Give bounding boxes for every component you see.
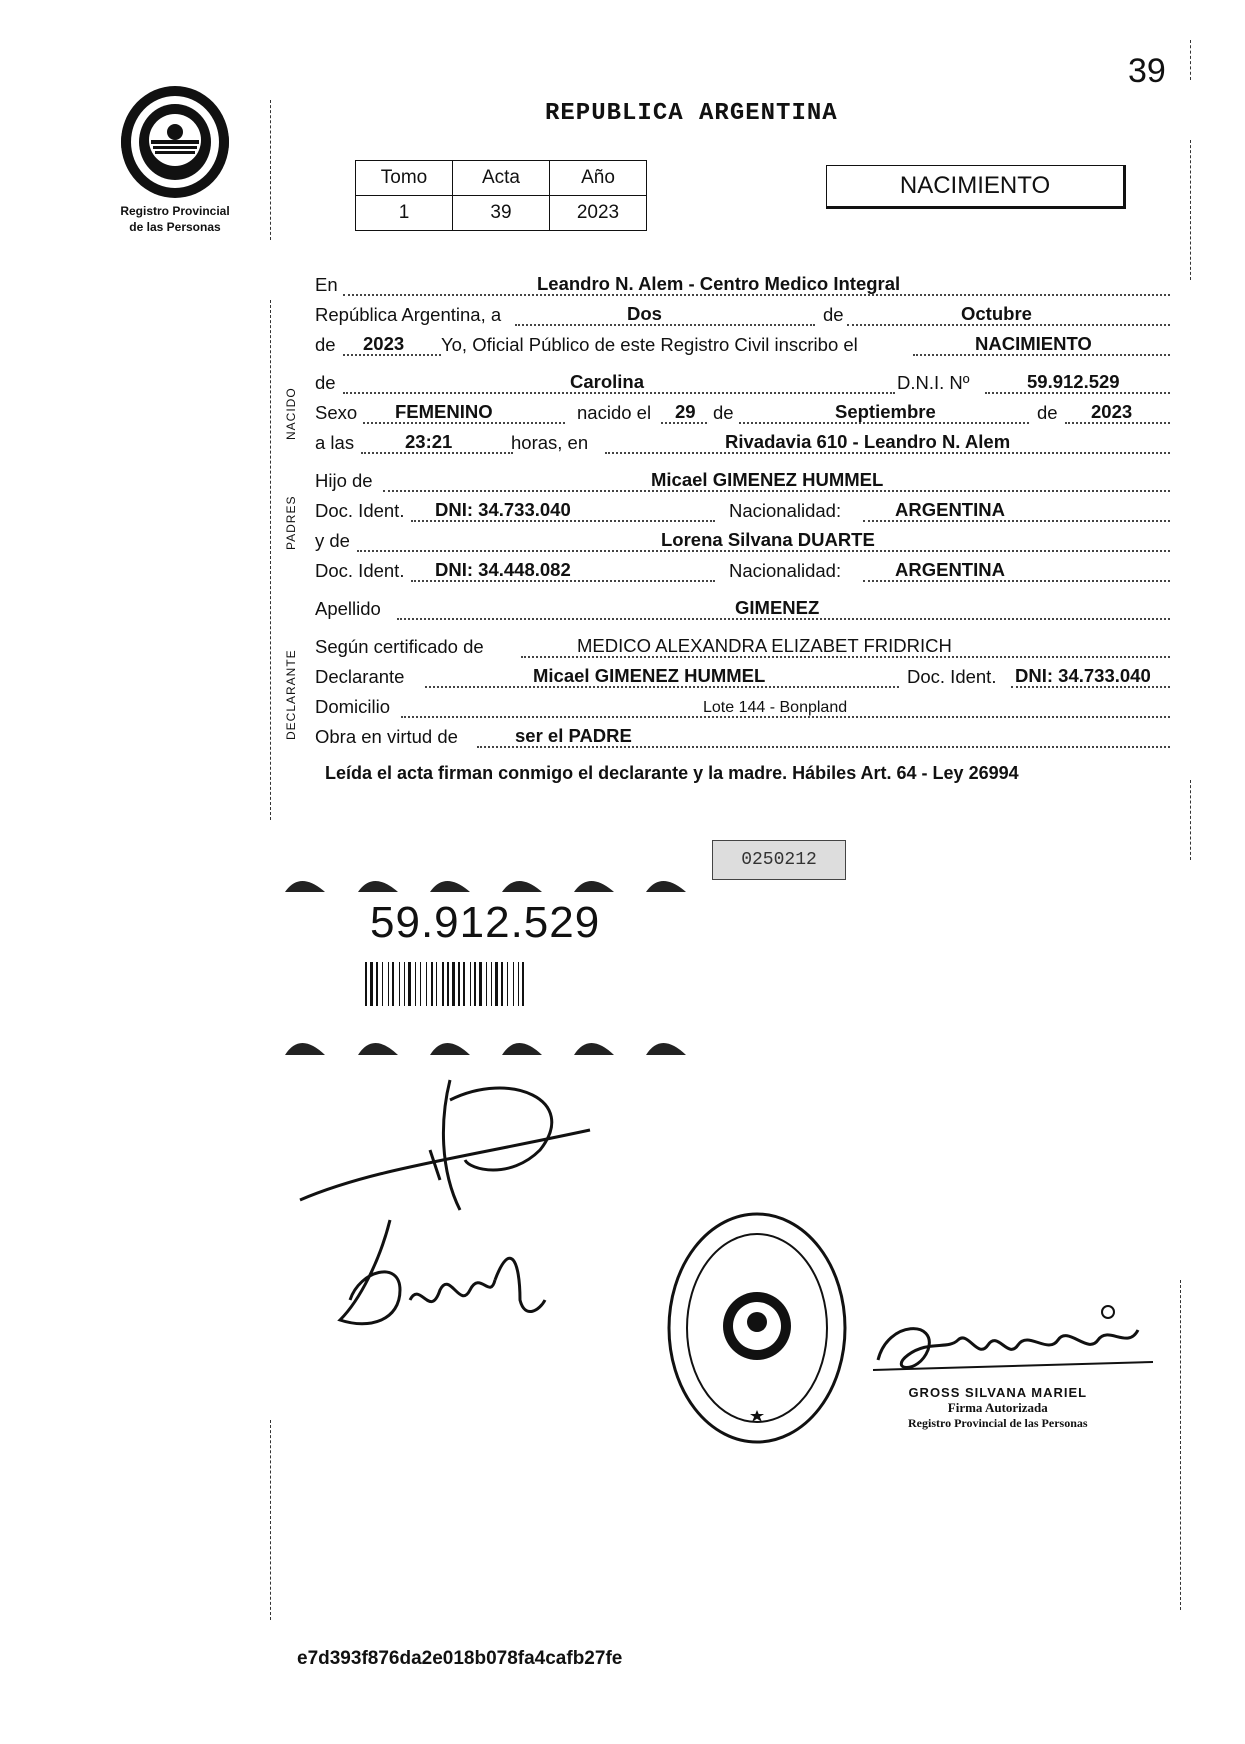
section-declarante: DECLARANTE xyxy=(284,649,298,740)
barcode-bar xyxy=(518,962,519,1006)
barcode-bar xyxy=(436,962,437,1006)
label-dni: D.N.I. Nº xyxy=(897,372,970,393)
row-madre xyxy=(315,528,1170,554)
barcode-bar xyxy=(415,962,416,1006)
section-nacido: NACIDO xyxy=(284,387,298,440)
header-tomo: Tomo xyxy=(356,161,453,196)
year-value: 2023 xyxy=(363,333,405,354)
declarant-doc: DNI: 34.733.040 xyxy=(1015,665,1151,686)
label-hijo: Hijo de xyxy=(315,470,373,491)
sticker-dni-number: 59.912.529 xyxy=(370,898,601,947)
row-padre-doc xyxy=(315,498,1170,524)
margin-line xyxy=(1190,40,1191,80)
barcode-bar xyxy=(388,962,389,1006)
provincial-seal-icon xyxy=(115,82,235,202)
registry-logo xyxy=(100,82,250,234)
certificate-value: MEDICO ALEXANDRA ELIZABET FRIDRICH xyxy=(577,635,952,656)
label-apellido: Apellido xyxy=(315,598,381,619)
barcode-bar xyxy=(420,962,421,1006)
barcode-bar xyxy=(479,962,482,1006)
barcode-bar xyxy=(447,962,449,1006)
sticker-pattern-bottom xyxy=(285,1043,686,1055)
legal-text: Leída el acta firman conmigo el declarante y la madre. Hábiles Art. 64 - Ley 26994 xyxy=(325,763,1019,783)
act-word: NACIMIENTO xyxy=(975,333,1092,354)
label-doc-declarant: Doc. Ident. xyxy=(907,666,997,687)
barcode-bar xyxy=(370,962,373,1006)
value-acta: 39 xyxy=(453,196,550,231)
margin-line xyxy=(270,300,271,820)
row-obra xyxy=(315,724,1170,750)
official-signature xyxy=(868,1300,1158,1390)
surname: GIMENEZ xyxy=(735,597,820,618)
place-value: Leandro N. Alem - Centro Medico Integral xyxy=(537,273,901,294)
barcode-bar xyxy=(458,962,460,1006)
barcode-bar xyxy=(382,962,383,1006)
barcode-bar xyxy=(513,962,514,1006)
margin-line xyxy=(270,1420,271,1620)
barcode-bar xyxy=(426,962,427,1006)
row-nombre xyxy=(315,370,1170,396)
label-de-year: de xyxy=(315,334,336,355)
margin-line xyxy=(270,100,271,240)
label-sexo: Sexo xyxy=(315,402,358,423)
label-de-month: de xyxy=(1037,402,1058,423)
barcode-bar xyxy=(474,962,476,1006)
barcode-bar xyxy=(408,962,411,1006)
logo-caption-line2: de las Personas xyxy=(129,220,221,234)
header-acta: Acta xyxy=(453,161,550,196)
barcode-bar xyxy=(404,962,405,1006)
margin-line xyxy=(1190,780,1191,860)
label-de-name: de xyxy=(315,372,336,393)
declarant-name: Micael GIMENEZ HUMMEL xyxy=(533,665,766,686)
barcode-bar xyxy=(470,962,471,1006)
row-domicilio xyxy=(315,694,1170,720)
row-oficial xyxy=(315,332,1170,358)
row-fecha xyxy=(315,302,1170,328)
barcode-bar xyxy=(463,962,465,1006)
birth-place: Rivadavia 610 - Leandro N. Alem xyxy=(725,431,1011,452)
label-doc-father: Doc. Ident. xyxy=(315,500,405,521)
barcode-bar xyxy=(442,962,444,1006)
margin-line xyxy=(1190,140,1191,280)
month-value: Octubre xyxy=(961,303,1032,324)
barcode-bar xyxy=(507,962,508,1006)
day-value: Dos xyxy=(627,303,662,324)
row-hora xyxy=(315,430,1170,456)
label-a-las: a las xyxy=(315,432,355,453)
capacity-value: ser el PADRE xyxy=(515,725,632,746)
barcode-bar xyxy=(452,962,455,1006)
label-segun: Según certificado de xyxy=(315,636,484,657)
margin-line xyxy=(1180,1280,1181,1610)
label-de-day: de xyxy=(713,402,734,423)
birth-year: 2023 xyxy=(1091,401,1133,422)
barcode-bar xyxy=(392,962,394,1006)
row-lugar xyxy=(315,272,1170,298)
registry-table xyxy=(355,160,647,231)
barcode-icon xyxy=(365,962,524,1006)
act-type-box: NACIMIENTO xyxy=(826,165,1126,209)
barcode-bar xyxy=(501,962,503,1006)
official-role: Firma Autorizada xyxy=(947,1400,1048,1415)
sticker-pattern-top xyxy=(285,881,686,892)
page-number: 39 xyxy=(1128,52,1166,90)
row-madre-doc xyxy=(315,558,1170,584)
value-tomo: 1 xyxy=(356,196,453,231)
label-en: En xyxy=(315,274,338,295)
birth-day: 29 xyxy=(675,401,696,422)
dni-sticker xyxy=(270,850,720,1055)
barcode-bar xyxy=(486,962,487,1006)
label-domicilio: Domicilio xyxy=(315,696,391,717)
barcode-bar xyxy=(495,962,498,1006)
label-doc-mother: Doc. Ident. xyxy=(315,560,405,581)
label-republica: República Argentina, a xyxy=(315,304,502,325)
sticker-code: 0250212 xyxy=(712,840,846,880)
value-ano: 2023 xyxy=(550,196,647,231)
row-declarante xyxy=(315,664,1170,690)
oficial-text: Yo, Oficial Público de este Registro Civil inscribo el xyxy=(441,334,858,355)
father-doc: DNI: 34.733.040 xyxy=(435,499,571,520)
label-obra: Obra en virtud de xyxy=(315,726,458,747)
barcode-bar xyxy=(431,962,433,1006)
label-declarante: Declarante xyxy=(315,666,405,687)
barcode-bar xyxy=(399,962,400,1006)
declarant-signature xyxy=(320,1210,550,1340)
mother-doc: DNI: 34.448.082 xyxy=(435,559,571,580)
address: Lote 144 - Bonpland xyxy=(703,699,848,716)
row-certificado xyxy=(315,634,1170,660)
barcode-bar xyxy=(365,962,367,1006)
header-ano: Año xyxy=(550,161,647,196)
label-y-de: y de xyxy=(315,530,350,551)
label-horas: horas, en xyxy=(511,432,589,453)
row-apellido xyxy=(315,596,1170,622)
document-hash: e7d393f876da2e018b078fa4cafb27fe xyxy=(297,1648,623,1669)
document-title: REPUBLICA ARGENTINA xyxy=(545,100,838,127)
registrar-signature xyxy=(290,1060,610,1220)
label-nac-mother: Nacionalidad: xyxy=(729,560,842,581)
barcode-bar xyxy=(376,962,378,1006)
father-name: Micael GIMENEZ HUMMEL xyxy=(651,469,884,490)
barcode-bar xyxy=(522,962,524,1006)
barcode-bar xyxy=(491,962,492,1006)
row-sexo xyxy=(315,400,1170,426)
label-de: de xyxy=(823,304,844,325)
row-padre xyxy=(315,468,1170,494)
child-dni: 59.912.529 xyxy=(1027,371,1120,392)
logo-caption-line1: Registro Provincial xyxy=(120,204,230,218)
official-office: Registro Provincial de las Personas xyxy=(908,1416,1088,1430)
mother-nationality: ARGENTINA xyxy=(895,559,1005,580)
sex-value: FEMENINO xyxy=(395,401,493,422)
birth-month: Septiembre xyxy=(835,401,936,422)
label-nac-father: Nacionalidad: xyxy=(729,500,842,521)
section-padres: PADRES xyxy=(284,495,298,550)
birth-time: 23:21 xyxy=(405,431,453,452)
child-name: Carolina xyxy=(570,371,645,392)
father-nationality: ARGENTINA xyxy=(895,499,1005,520)
mother-name: Lorena Silvana DUARTE xyxy=(661,529,875,550)
official-name: GROSS SILVANA MARIEL xyxy=(908,1385,1088,1400)
official-block xyxy=(908,1385,1088,1431)
label-nacido: nacido el xyxy=(577,402,652,423)
